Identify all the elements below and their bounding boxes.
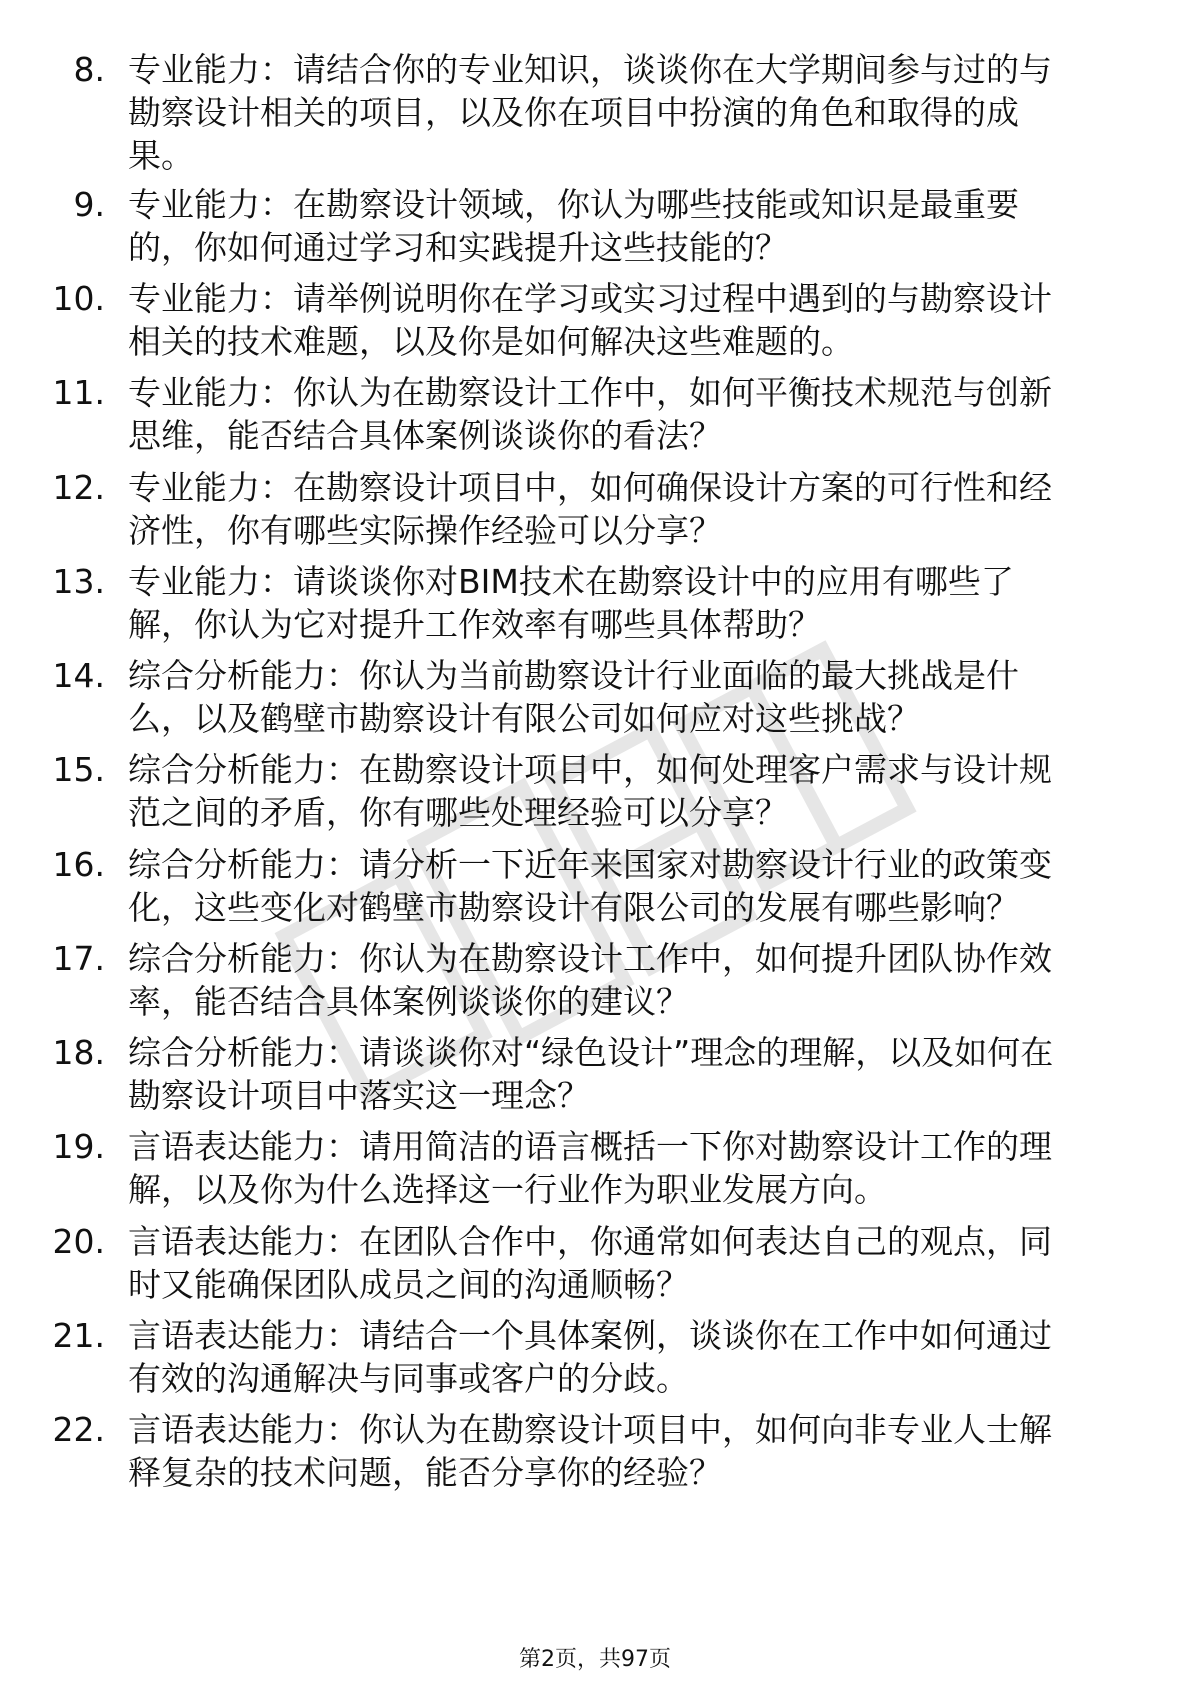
question-number: 11.	[52, 373, 105, 412]
page-footer: 第2页，共97页	[519, 1647, 671, 1672]
question-number: 21.	[52, 1316, 105, 1355]
question-number: 8.	[73, 50, 105, 89]
question-number: 18.	[52, 1033, 105, 1072]
question-number: 17.	[52, 939, 105, 978]
question-text: 专业能力：请举例说明你在学习或实习过程中遇到的与勘察设计 相关的技术难题，以及你是如何解决这些难题的。	[128, 279, 1052, 361]
question-text: 言语表达能力：你认为在勘察设计项目中，如何向非专业人士解 释复杂的技术问题，能否分享你的经验？	[128, 1410, 1052, 1492]
question-text: 专业能力：在勘察设计领域，你认为哪些技能或知识是最重要 的，你如何通过学习和实践提升这些技能的？	[128, 185, 1019, 267]
question-text: 综合分析能力：你认为在勘察设计工作中，如何提升团队协作效 率，能否结合具体案例谈谈你的建议？	[128, 939, 1052, 1021]
question-number: 9.	[73, 185, 105, 224]
question-number: 14.	[52, 656, 105, 695]
question-number: 22.	[52, 1410, 105, 1449]
question-text: 言语表达能力：在团队合作中，你通常如何表达自己的观点，同 时又能确保团队成员之间的沟通顺畅？	[128, 1222, 1052, 1304]
question-text: 综合分析能力：请谈谈你对“绿色设计”理念的理解，以及如何在 勘察设计项目中落实这一理念？	[128, 1033, 1054, 1115]
question-text: 专业能力：请谈谈你对BIM技术在勘察设计中的应用有哪些了 解，你认为它对提升工作效率有哪些具体帮助？	[128, 562, 1014, 644]
question-text: 专业能力：你认为在勘察设计工作中，如何平衡技术规范与创新 思维，能否结合具体案例谈谈你的看法？	[128, 373, 1052, 455]
question-number: 13.	[52, 562, 105, 601]
question-number: 10.	[52, 279, 105, 318]
question-number: 16.	[52, 845, 105, 884]
question-number: 20.	[52, 1222, 105, 1261]
question-text: 综合分析能力：请分析一下近年来国家对勘察设计行业的政策变 化，这些变化对鹤壁市勘察设计有限公司的发展有哪些影响？	[128, 845, 1052, 927]
question-text: 专业能力：请结合你的专业知识，谈谈你在大学期间参与过的与 勘察设计相关的项目，以及你在项目中扮演的角色和取得的成 果。	[128, 50, 1052, 175]
question-number: 12.	[52, 468, 105, 507]
question-text: 言语表达能力：请结合一个具体案例，谈谈你在工作中如何通过 有效的沟通解决与同事或客户的分歧。	[128, 1316, 1052, 1398]
question-number: 19.	[52, 1127, 105, 1166]
question-text: 专业能力：在勘察设计项目中，如何确保设计方案的可行性和经 济性，你有哪些实际操作经验可以分享？	[128, 468, 1052, 550]
question-text: 综合分析能力：在勘察设计项目中，如何处理客户需求与设计规 范之间的矛盾，你有哪些处理经验可以分享？	[128, 750, 1052, 832]
question-number: 15.	[52, 750, 105, 789]
question-text: 言语表达能力：请用简洁的语言概括一下你对勘察设计工作的理 解，以及你为什么选择这一行业作为职业发展方向。	[128, 1127, 1052, 1209]
question-text: 综合分析能力：你认为当前勘察设计行业面临的最大挑战是什 么，以及鹤壁市勘察设计有限公司如何应对这些挑战？	[128, 656, 1019, 738]
